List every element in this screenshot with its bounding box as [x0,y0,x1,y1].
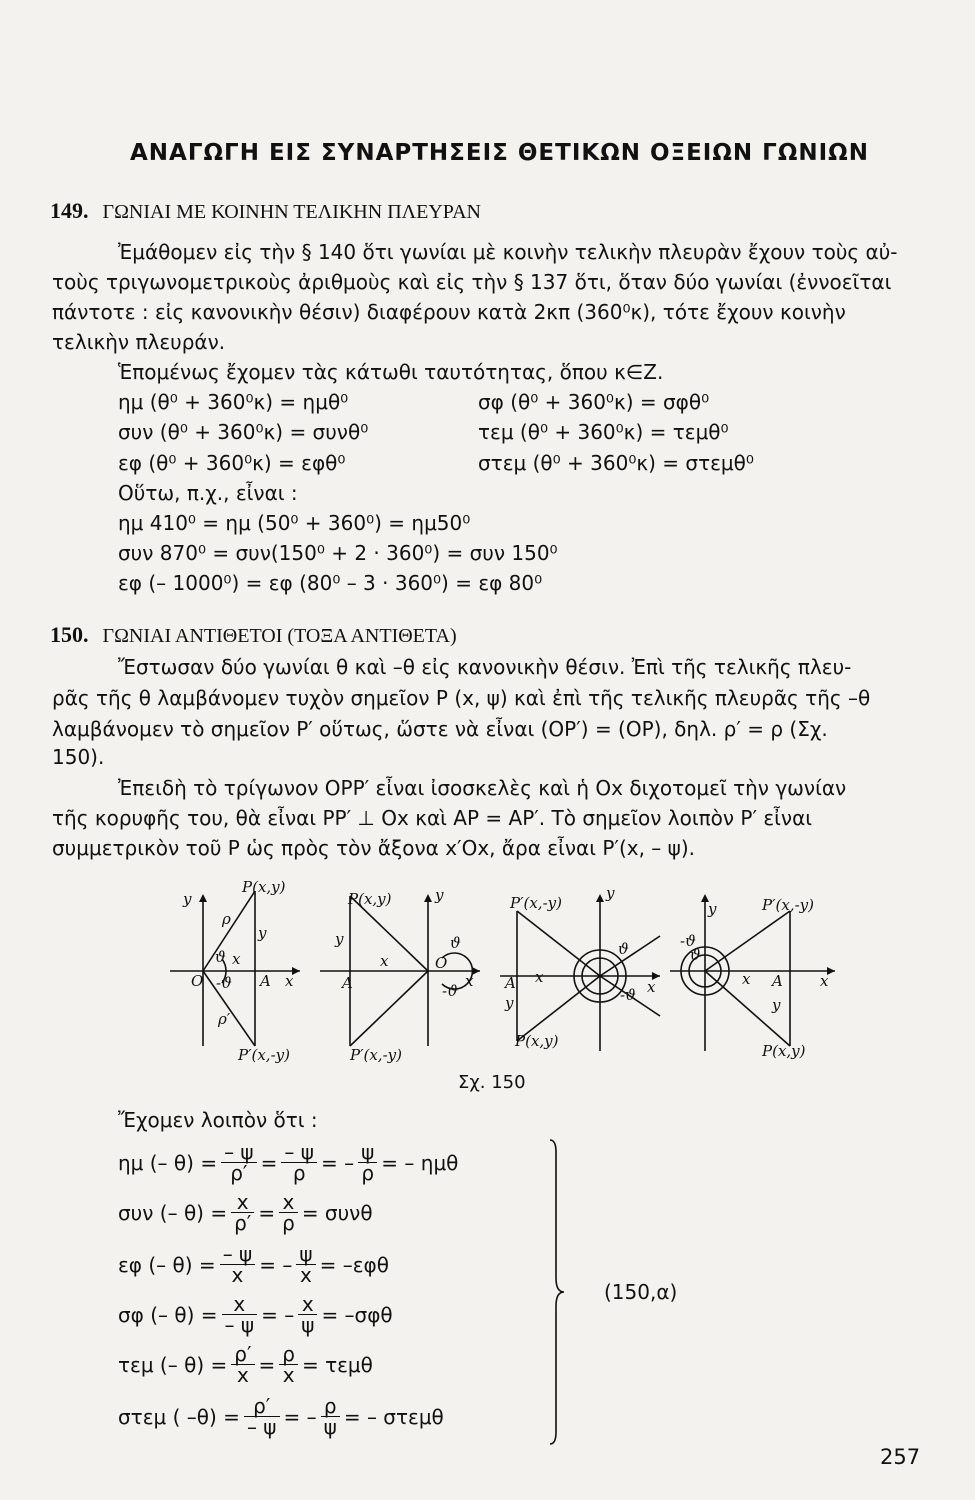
equation-4 [118,1294,393,1335]
eq5-n1: ρ′ [231,1344,254,1365]
eq5-rhs: = τεμθ [301,1352,373,1377]
eq4-frac2 [298,1294,317,1335]
s150-p2-line1: Ἐπειδὴ τὸ τρίγωνον ΟΡΡ′ εἶναι ἰσοσκελὲς καὶ ἡ Οx διχοτομεῖ τὴν γωνίαν [118,776,847,800]
eq6-lhs: στεμ ( –θ) = [118,1404,240,1429]
s149-p1-line4: τελικὴν πλευράν. [52,330,226,354]
section-150-heading [50,622,457,648]
equation-1 [118,1142,458,1183]
s150-p1-line3: λαμβάνομεν τὸ σημεῖον Ρ′ οὕτως, ὥστε νὰ εἶναι (ΟΡ′) = (ΟΡ), δηλ. ρ′ = ρ (Σχ. [52,717,828,741]
eq4-rhs: = –σφθ [321,1302,393,1327]
f1-O: O [191,972,204,990]
eq6-d1: – ψ [246,1415,277,1439]
section-150-title: ΓΩΝΙΑΙ ΑΝΤΙΘΕΤΟΙ (ΤΟΞΑ ΑΝΤΙΘΕΤΑ) [102,625,457,647]
figure-150-panel-2 [320,896,480,1046]
f1-x: x [285,972,294,990]
section-149-heading [50,198,481,224]
f4-Pp: P(x,y) [762,1042,806,1060]
eq5-lhs: τεμ (– θ) = [118,1352,228,1377]
f1-x2: x [232,950,241,968]
eq3-n2: ψ [296,1244,315,1265]
f3-Pp: P(x,y) [515,1032,559,1050]
eq4-n1: x [222,1294,258,1315]
section-149-number: 149. [50,198,89,223]
eq5-frac1 [231,1344,254,1385]
s150-p1-line2: ρᾶς τῆς θ λαμβάνομεν τυχὸν σημεῖον Ρ (x, ψ) καὶ ἐπὶ τῆς τελικῆς πλευρᾶς τῆς –θ [52,686,871,710]
eq1-frac1 [221,1142,257,1183]
eq1-n3: ψ [358,1142,377,1163]
examples-intro: Οὕτω, π.χ., εἶναι : [118,481,298,505]
eq3-frac2 [296,1244,315,1285]
f2-A: A [342,974,353,992]
s149-p1-line3: πάντοτε : εἰς κανονικὴν θέσιν) διαφέρουν κατὰ 2κπ (360⁰κ), τότε ἔχουν κοινὴν [52,300,846,324]
eq6-frac2 [321,1396,340,1437]
eq6-n2: ρ [321,1396,340,1417]
f3-P: P′(x,-y) [510,894,562,912]
eq1-d3: ρ [361,1161,375,1185]
example-2: συν 870⁰ = συν(150⁰ + 2 · 360⁰) = συν 150⁰ [118,541,558,565]
s149-p2: Ἑπομένως ἔχομεν τὰς κάτωθι ταυτότητας, ὅπου κ∈Ζ. [118,360,664,384]
equation-6 [118,1396,444,1437]
f1-y: y [183,890,192,908]
f3-x2: x [535,968,544,986]
eq2-frac2 [279,1192,298,1233]
eq5-n2: ρ [279,1344,298,1365]
conclusion-text: Ἔχομεν λοιπὸν ὅτι : [118,1108,318,1132]
f1-th: ϑ [215,948,226,966]
eq6-n1: ρ′ [244,1396,280,1417]
f3-A: A [505,974,516,992]
equation-2 [118,1192,373,1233]
f1-A: A [260,972,271,990]
section-149-title: ΓΩΝΙΑΙ ΜΕ ΚΟΙΝΗΝ ΤΕΛΙΚΗΝ ΠΛΕΥΡΑΝ [102,201,481,223]
f1-Pp: P′(x,-y) [238,1046,290,1064]
eq3-d1: x [231,1263,244,1287]
eq4-n2: x [298,1294,317,1315]
equation-3 [118,1244,389,1285]
f2-y: y [435,886,444,904]
eq2-d1: ρ′ [234,1211,252,1235]
f2-O: O [435,954,448,972]
chapter-title: ΑΝΑΓΩΓΗ ΕΙΣ ΣΥΝΑΡΤΗΣΕΙΣ ΘΕΤΙΚΩΝ ΟΞΕΙΩΝ ΓΩΝΙΩΝ [130,140,869,166]
figure-150-panel-3 [500,896,660,1051]
f1-rhop: ρ′ [218,1010,231,1028]
eq2-op1: = [258,1200,276,1225]
eq4-frac1 [222,1294,258,1335]
identity-left-1: ημ (θ⁰ + 360⁰κ) = ημθ⁰ [118,390,349,414]
equation-group-label: (150,α) [604,1280,678,1304]
equation-5 [118,1344,373,1385]
eq3-frac1 [220,1244,256,1285]
f2-mth: -ϑ [442,982,458,1000]
figure-caption: Σχ. 150 [458,1072,526,1093]
identity-right-1: σφ (θ⁰ + 360⁰κ) = σφθ⁰ [478,390,710,414]
f2-Pp: P′(x,-y) [350,1046,402,1064]
f1-rho: ρ [222,910,231,928]
eq3-n1: – ψ [220,1244,256,1265]
eq5-op1: = [258,1352,276,1377]
eq6-frac1 [244,1396,280,1437]
eq3-d2: x [300,1263,312,1287]
eq6-d2: ψ [323,1415,337,1439]
right-brace-icon [548,1138,568,1446]
figure-150-panel-4 [670,896,835,1051]
eq1-lhs: ημ (– θ) = [118,1150,218,1175]
f3-th: ϑ [618,940,629,958]
identity-right-2: τεμ (θ⁰ + 360⁰κ) = τεμθ⁰ [478,420,729,444]
f4-y: y [708,900,717,918]
s150-p1-line1: Ἔστωσαν δύο γωνίαι θ καὶ –θ εἰς κανονικὴν θέσιν. Ἐπὶ τῆς τελικῆς πλευ- [118,655,852,679]
f4-x: x [820,972,829,990]
f4-x2: x [742,970,751,988]
eq1-frac3 [358,1142,377,1183]
eq1-d1: ρ′ [230,1161,248,1185]
f4-A: A [772,972,783,990]
f4-yl: y [772,996,781,1014]
example-3: εφ (– 1000⁰) = εφ (80⁰ – 3 · 360⁰) = εφ 80⁰ [118,571,543,595]
eq4-lhs: σφ (– θ) = [118,1302,218,1327]
eq1-n2: – ψ [281,1142,317,1163]
eq5-d2: x [282,1363,295,1387]
eq1-rhs: = – ημθ [381,1150,459,1175]
eq4-d2: ψ [301,1313,315,1337]
eq1-d2: ρ [292,1161,306,1185]
identity-left-3: εφ (θ⁰ + 360⁰κ) = εφθ⁰ [118,451,346,475]
eq6-op1: = – [283,1404,317,1429]
page-number: 257 [880,1445,921,1469]
eq2-rhs: = συνθ [301,1200,373,1225]
f1-mth: -ϑ [216,974,232,992]
identity-right-3: στεμ (θ⁰ + 360⁰κ) = στεμθ⁰ [478,451,754,475]
f3-y: y [606,884,615,902]
f2-th: ϑ [450,934,461,952]
f1-P: P(x,y) [242,878,286,896]
eq2-n2: x [279,1192,298,1213]
f4-P: P′(x,-y) [762,896,814,914]
s149-p1-line1: Ἐμάθομεν εἰς τὴν § 140 ὅτι γωνίαι μὲ κοινὴν τελικὴν πλευρὰν ἔχουν τοὺς αὐ- [118,240,898,264]
eq1-n1: – ψ [221,1142,257,1163]
eq1-op2: = – [320,1150,355,1175]
f2-x: x [465,972,474,990]
eq1-frac2 [281,1142,317,1183]
eq2-frac1 [231,1192,254,1233]
eq2-d2: ρ [282,1211,295,1235]
s150-p2-line2: τῆς κορυφῆς του, θὰ εἶναι ΡΡ′ ⊥ Οx καὶ ΑΡ = ΑΡ′. Τὸ σημεῖον λοιπὸν Ρ′ εἶναι [52,806,813,830]
example-1: ημ 410⁰ = ημ (50⁰ + 360⁰) = ημ50⁰ [118,511,471,535]
section-150-number: 150. [50,622,89,647]
eq3-lhs: εφ (– θ) = [118,1252,216,1277]
eq3-rhs: = –εφθ [319,1252,389,1277]
figure-150-panel-1 [170,891,300,1046]
f2-P: P(x,y) [348,890,392,908]
s150-p2-line3: συμμετρικὸν τοῦ Ρ ὡς πρὸς τὸν ἄξονα x′Οx, ἄρα εἶναι Ρ′(x, – ψ). [52,836,696,860]
eq2-n1: x [231,1192,254,1213]
f4-th: ϑ [690,946,701,964]
eq5-frac2 [279,1344,298,1385]
f3-mth: -ϑ [620,986,636,1004]
f2-x2: x [380,952,389,970]
eq4-op1: = – [261,1302,295,1327]
figure-150 [160,876,840,1076]
eq1-op1: = [260,1150,278,1175]
eq4-d1: – ψ [224,1313,255,1337]
eq6-rhs: = – στεμθ [343,1404,444,1429]
identity-left-2: συν (θ⁰ + 360⁰κ) = συνθ⁰ [118,420,369,444]
f2-yl: y [335,930,344,948]
s150-p1-line4: 150). [52,745,105,769]
f3-yl: y [505,994,514,1012]
f4-mth: -ϑ [680,932,696,950]
f1-yl: y [258,924,267,942]
eq5-d1: x [236,1363,249,1387]
eq2-lhs: συν (– θ) = [118,1200,228,1225]
eq3-op1: = – [259,1252,293,1277]
s149-p1-line2: τοὺς τριγωνομετρικοὺς ἀριθμοὺς καὶ εἰς τὴν § 137 ὅτι, ὅταν δύο γωνίαι (ἐννοεῖται [52,270,892,294]
f3-x: x [647,978,656,996]
